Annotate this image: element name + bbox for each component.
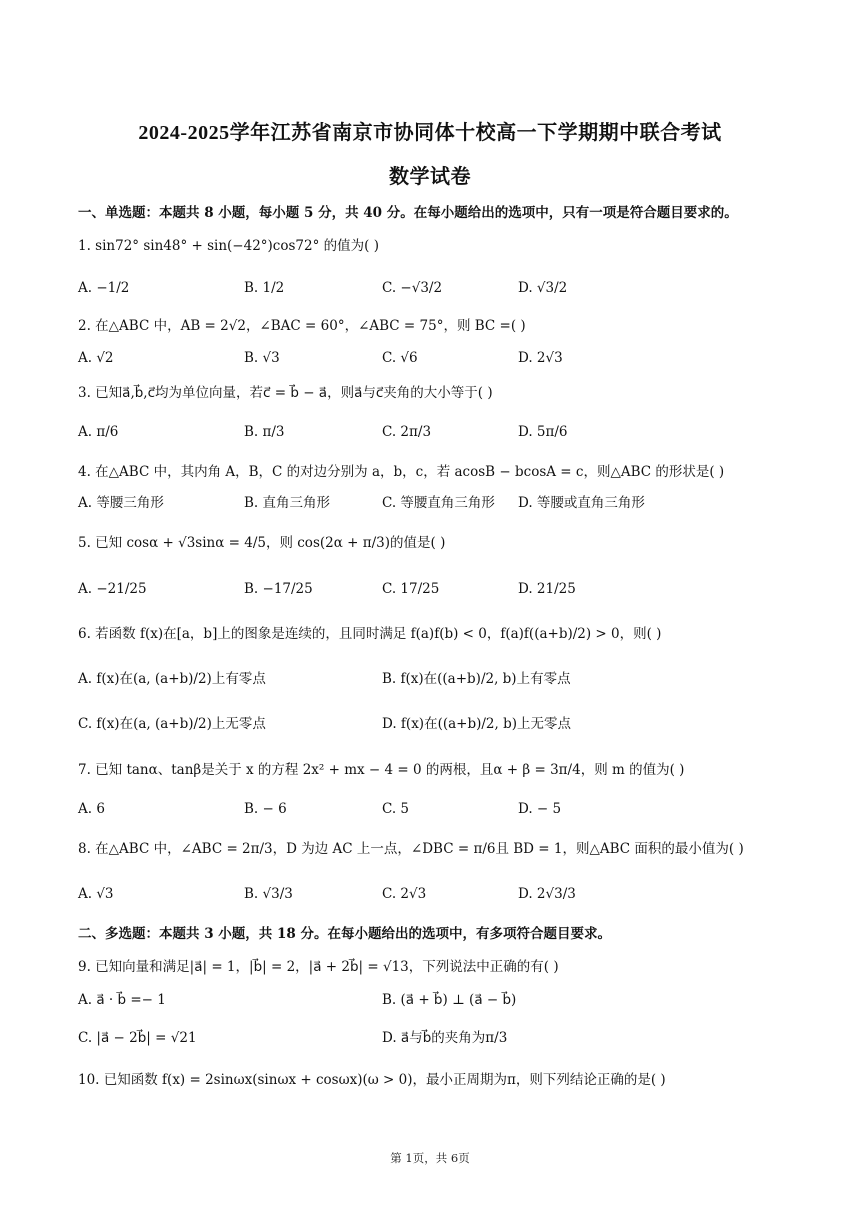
option-a: A. −1/2 — [78, 280, 130, 296]
question-6-options-row-2 — [78, 712, 800, 736]
option-c: C. 17/25 — [382, 581, 440, 597]
question-7-options — [78, 797, 800, 821]
option-c: C. 2π/3 — [382, 424, 432, 440]
question-9-options-row-2 — [78, 1026, 800, 1050]
option-a: A. 等腰三角形 — [78, 495, 164, 511]
section-heading-single-choice: 一、单选题：本题共 8 小题，每小题 5 分，共 40 分。在每小题给出的选项中，只有一项是符合题目要求的。 — [78, 205, 738, 221]
option-a: A. √2 — [78, 350, 114, 366]
question-9-stem: 9. 已知向量和满足|a⃗| = 1，|b⃗| = 2，|a⃗ + 2b⃗| = √13，下列说法中正确的有( ) — [78, 959, 559, 975]
page-footer: 第 1页，共 6页 — [390, 1151, 470, 1165]
exam-title: 2024-2025学年江苏省南京市协同体十校高一下学期期中联合考试 — [138, 122, 722, 144]
question-9-options-row-1 — [78, 988, 800, 1012]
option-b: B. √3 — [244, 350, 280, 366]
question-5-stem: 5. 已知 cosα + √3sinα = 4/5，则 cos(2α + π/3)的值是( ) — [78, 535, 446, 551]
exam-subtitle: 数学试卷 — [389, 166, 471, 188]
option-b: B. f(x)在((a+b)/2, b)上有零点 — [382, 671, 571, 687]
question-1-stem: 1. sin72° sin48° + sin(−42°)cos72° 的值为( ) — [78, 238, 379, 254]
option-c: C. 2√3 — [382, 886, 427, 902]
question-8-stem: 8. 在△ABC 中，∠ABC = 2π/3，D 为边 AC 上一点，∠DBC = π/6且 BD = 1，则△ABC 面积的最小值为( ) — [78, 841, 744, 857]
question-6-stem: 6. 若函数 f(x)在[a，b]上的图象是连续的，且同时满足 f(a)f(b) < 0，f(a)f((a+b)/2) > 0，则( ) — [78, 626, 662, 642]
option-b: B. 直角三角形 — [244, 495, 331, 511]
option-d: D. 2√3 — [518, 350, 563, 366]
option-b: B. 1/2 — [244, 280, 285, 296]
question-5-options — [78, 577, 800, 601]
option-a: A. 6 — [78, 801, 105, 817]
question-1-options — [78, 276, 800, 300]
option-a: A. √3 — [78, 886, 114, 902]
question-3-options — [78, 420, 800, 444]
option-a: A. −21/25 — [78, 581, 147, 597]
option-c: C. 等腰直角三角形 — [382, 495, 495, 511]
option-d: D. 21/25 — [518, 581, 576, 597]
option-a: A. a⃗ · b⃗ =− 1 — [78, 992, 166, 1008]
question-10-stem: 10. 已知函数 f(x) = 2sinωx(sinωx + cosωx)(ω > 0)，最小正周期为π，则下列结论正确的是( ) — [78, 1072, 666, 1088]
question-8-options — [78, 882, 800, 906]
option-b: B. (a⃗ + b⃗) ⊥ (a⃗ − b⃗) — [382, 992, 517, 1008]
option-b: B. π/3 — [244, 424, 285, 440]
option-b: B. √3/3 — [244, 886, 293, 902]
option-d: D. − 5 — [518, 801, 562, 817]
question-2-options — [78, 346, 800, 370]
option-d: D. 5π/6 — [518, 424, 568, 440]
option-a: A. f(x)在(a, (a+b)/2)上有零点 — [78, 671, 266, 687]
option-b: B. − 6 — [244, 801, 287, 817]
question-7-stem: 7. 已知 tanα、tanβ是关于 x 的方程 2x² + mx − 4 = 0 的两根，且α + β = 3π/4，则 m 的值为( ) — [78, 762, 685, 778]
option-d: D. 2√3/3 — [518, 886, 576, 902]
option-c: C. √6 — [382, 350, 418, 366]
option-d: D. √3/2 — [518, 280, 568, 296]
option-c: C. f(x)在(a, (a+b)/2)上无零点 — [78, 716, 266, 732]
option-d: D. a⃗与b⃗的夹角为π/3 — [382, 1030, 508, 1046]
option-d: D. f(x)在((a+b)/2, b)上无零点 — [382, 716, 571, 732]
option-b: B. −17/25 — [244, 581, 313, 597]
question-4-options — [78, 491, 800, 515]
question-6-options-row-1 — [78, 667, 800, 691]
option-d: D. 等腰或直角三角形 — [518, 495, 645, 511]
section-heading-multiple-choice: 二、多选题：本题共 3 小题，共 18 分。在每小题给出的选项中，有多项符合题目要求。 — [78, 926, 611, 942]
question-4-stem: 4. 在△ABC 中，其内角 A，B，C 的对边分别为 a，b，c，若 acosB − bcosA = c，则△ABC 的形状是( ) — [78, 464, 725, 480]
option-c: C. −√3/2 — [382, 280, 443, 296]
option-a: A. π/6 — [78, 424, 119, 440]
option-c: C. 5 — [382, 801, 410, 817]
question-3-stem: 3. 已知a⃗,b⃗,c⃗均为单位向量，若c⃗ = b⃗ − a⃗，则a⃗与c⃗夹角的大小等于( ) — [78, 385, 493, 401]
option-c: C. |a⃗ − 2b⃗| = √21 — [78, 1030, 197, 1046]
question-2-stem: 2. 在△ABC 中，AB = 2√2，∠BAC = 60°，∠ABC = 75°，则 BC =( ) — [78, 318, 526, 334]
